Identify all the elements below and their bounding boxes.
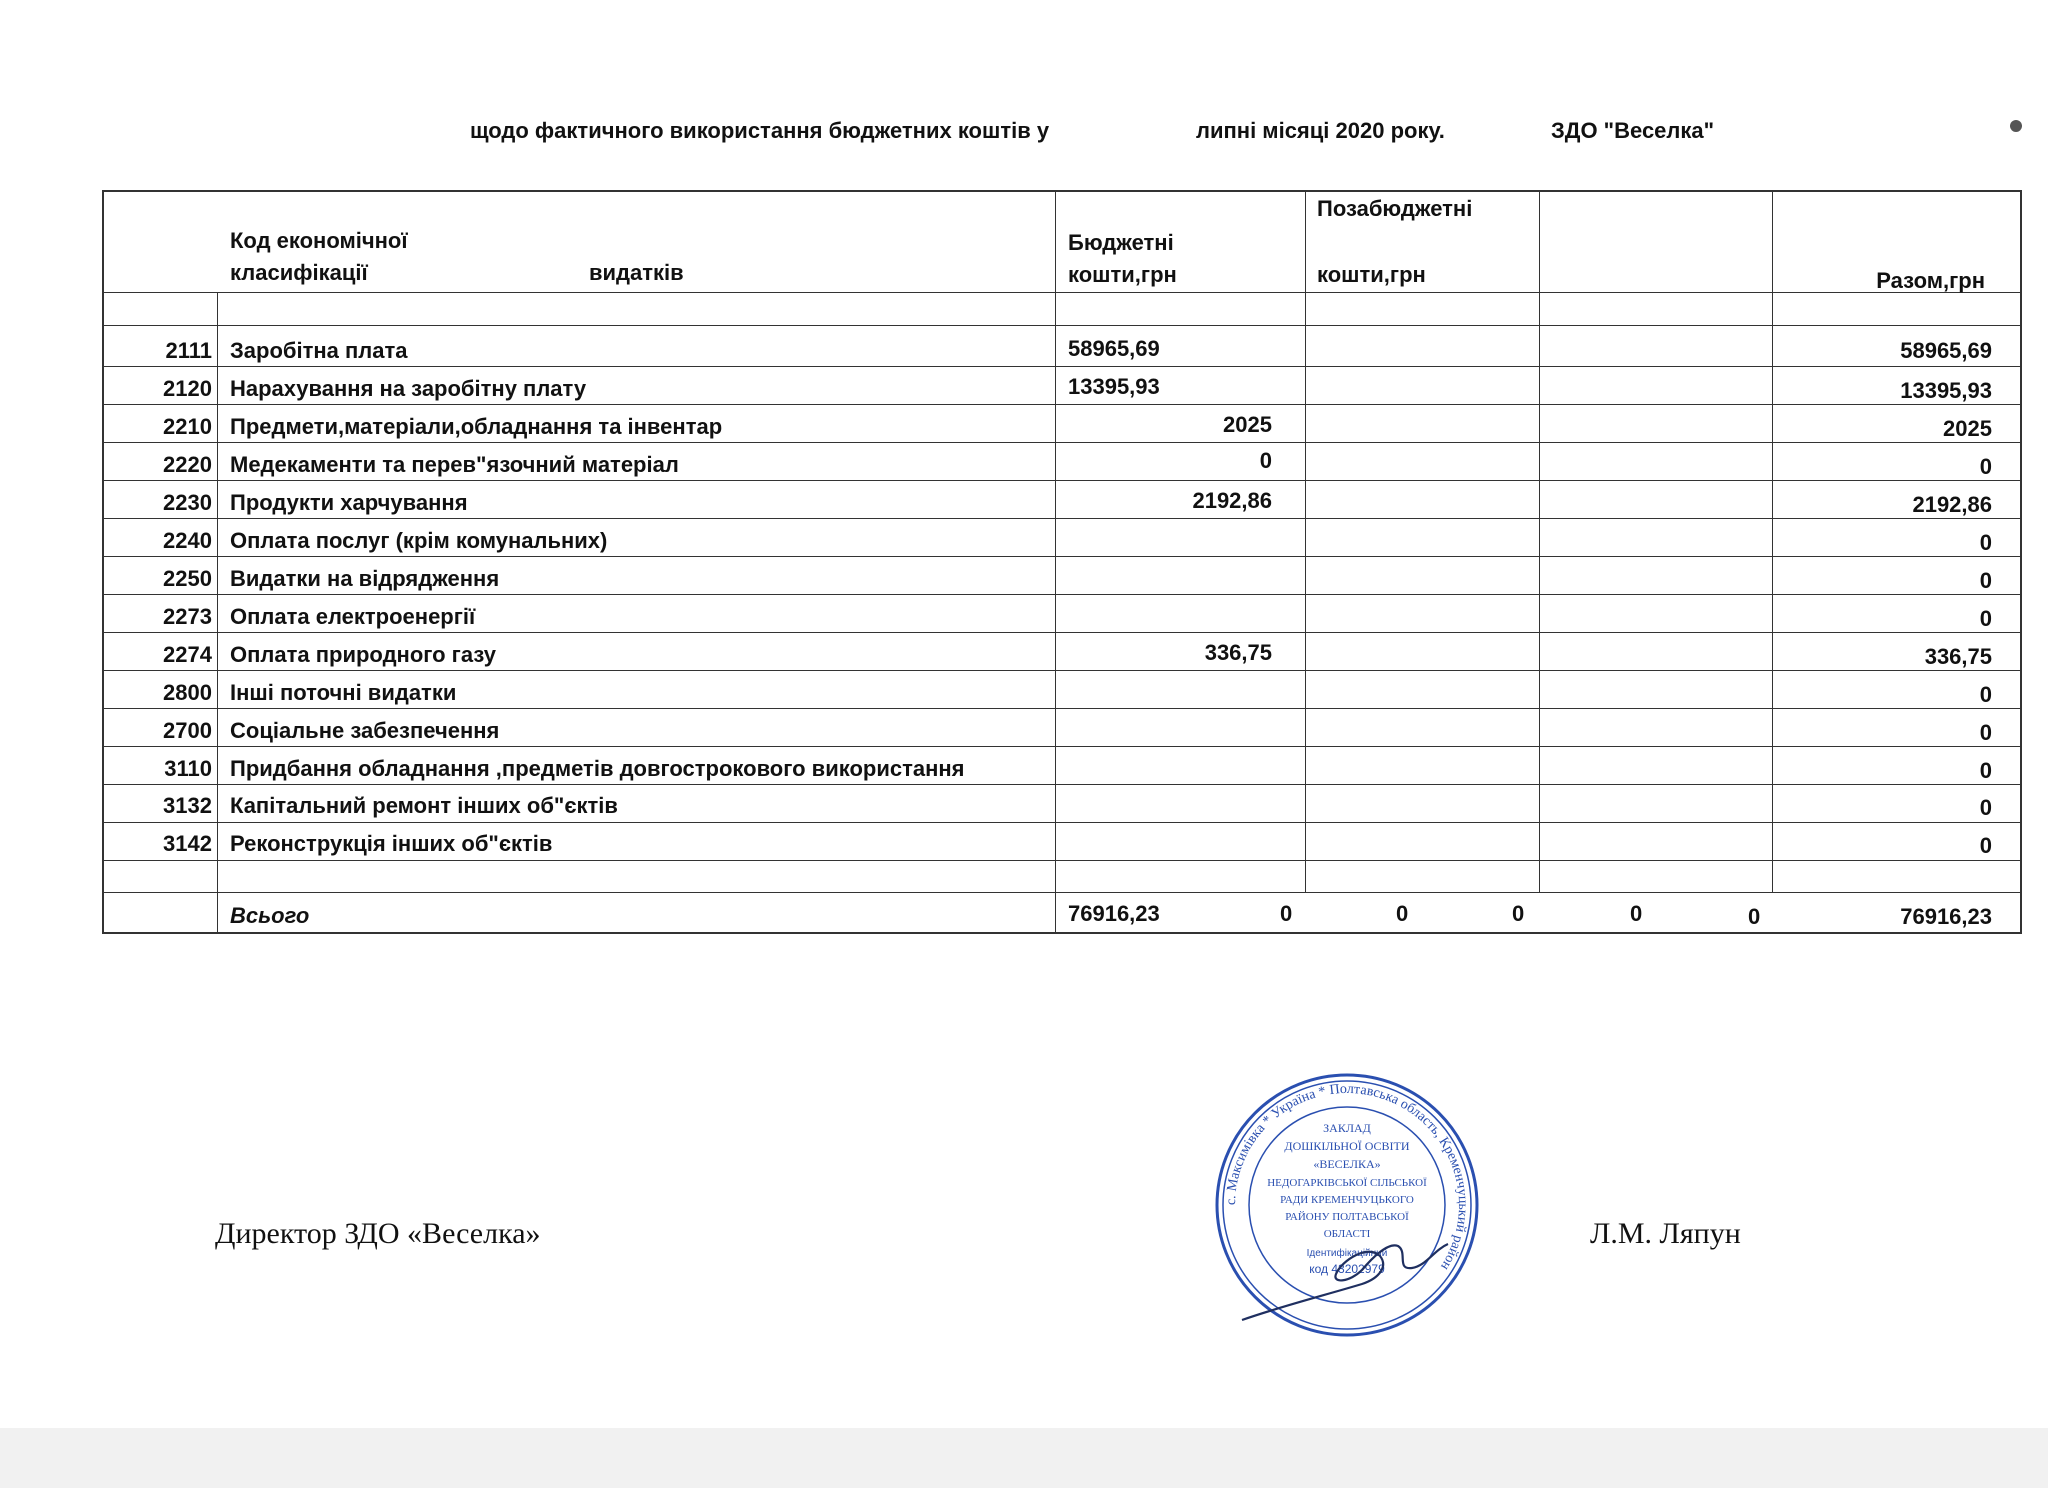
stamp-line: «ВЕСЕЛКА» bbox=[1313, 1157, 1381, 1171]
table-divider-code bbox=[217, 292, 218, 934]
row-total: 0 bbox=[1979, 454, 1992, 479]
table-line bbox=[102, 442, 2022, 443]
table-line bbox=[102, 556, 2022, 557]
official-stamp bbox=[1212, 1070, 1482, 1340]
row-name: Нарахування на заробітну плату bbox=[230, 376, 587, 401]
row-code: 2700 bbox=[163, 718, 212, 743]
header-code-line2b: видатків bbox=[589, 260, 684, 285]
stamp-line: РАЙОНУ ПОЛТАВСЬКОЇ bbox=[1285, 1211, 1409, 1223]
table-line bbox=[102, 746, 2022, 747]
table-divider-total bbox=[1772, 190, 1773, 892]
table-border-bottom bbox=[102, 932, 2022, 934]
row-code: 3142 bbox=[163, 831, 212, 856]
stamp-ring-text: с. Максимівка * Україна * Полтавська область, Кременчуцький район bbox=[1223, 1081, 1471, 1273]
row-name: Заробітна плата bbox=[230, 338, 408, 363]
row-code: 2230 bbox=[163, 490, 212, 515]
table-line bbox=[102, 366, 2022, 367]
signature-title: Директор ЗДО «Веселка» bbox=[215, 1217, 541, 1250]
table-line bbox=[102, 860, 2022, 861]
row-total: 0 bbox=[1979, 758, 1992, 783]
row-total: 336,75 bbox=[1924, 644, 1992, 669]
row-total: 0 bbox=[1979, 795, 1992, 820]
table-line bbox=[102, 480, 2022, 481]
row-name: Оплата природного газу bbox=[230, 642, 496, 667]
stamp-line: ОБЛАСТІ bbox=[1323, 1228, 1371, 1240]
row-name: Медекаменти та перев"язочний матеріал bbox=[230, 452, 679, 477]
row-code: 2120 bbox=[163, 376, 212, 401]
row-total: 0 bbox=[1979, 682, 1992, 707]
table-line bbox=[102, 892, 2022, 893]
row-name: Видатки на відрядження bbox=[230, 566, 500, 591]
totals-zero: 0 bbox=[1280, 901, 1293, 926]
row-code: 2220 bbox=[163, 452, 212, 477]
table-divider-extra bbox=[1539, 190, 1540, 892]
table-line bbox=[102, 594, 2022, 595]
table-header-bottom bbox=[102, 292, 2022, 293]
table-line bbox=[102, 518, 2022, 519]
stamp-line: ЗАКЛАД bbox=[1323, 1121, 1371, 1135]
table-line bbox=[102, 708, 2022, 709]
table-line bbox=[102, 404, 2022, 405]
totals-total: 76916,23 bbox=[1900, 904, 1992, 929]
row-total: 0 bbox=[1979, 568, 1992, 593]
row-budget: 58965,69 bbox=[1068, 336, 1160, 361]
header-extra-line2: кошти,грн bbox=[1317, 262, 1426, 287]
row-code: 3110 bbox=[164, 756, 212, 781]
row-total: 0 bbox=[1979, 530, 1992, 555]
table-border-top bbox=[102, 190, 2022, 192]
totals-zero: 0 bbox=[1748, 904, 1761, 929]
heading-institution: ЗДО "Веселка" bbox=[1551, 118, 1715, 143]
table-line bbox=[102, 325, 2022, 326]
row-code: 2274 bbox=[163, 642, 212, 667]
totals-zero: 0 bbox=[1396, 901, 1409, 926]
row-code: 3132 bbox=[163, 793, 212, 818]
totals-zero: 0 bbox=[1512, 901, 1525, 926]
stamp-line: ДОШКІЛЬНОЇ ОСВІТИ bbox=[1284, 1139, 1410, 1153]
table-line bbox=[102, 822, 2022, 823]
heading-purpose: щодо фактичного використання бюджетних коштів у bbox=[470, 118, 1050, 143]
header-extra-line1: Позабюджетні bbox=[1317, 196, 1473, 221]
row-code: 2111 bbox=[165, 338, 212, 363]
row-total: 58965,69 bbox=[1900, 338, 1992, 363]
row-total: 2025 bbox=[1943, 416, 1992, 441]
row-budget: 336,75 bbox=[1204, 640, 1272, 665]
stamp-line: Ідентифікаційний bbox=[1306, 1248, 1388, 1259]
row-code: 2250 bbox=[163, 566, 212, 591]
stamp-line: код 43202979 bbox=[1309, 1262, 1385, 1276]
row-name: Придбання обладнання ,предметів довгострокового використання bbox=[230, 756, 965, 781]
budget-report-table bbox=[102, 190, 2022, 934]
row-code: 2273 bbox=[163, 604, 212, 629]
header-code-line2a: класифікації bbox=[230, 260, 368, 285]
row-name: Капітальний ремонт інших об"єктів bbox=[230, 793, 618, 818]
header-budget-line2: кошти,грн bbox=[1068, 262, 1177, 287]
row-total: 2192,86 bbox=[1912, 492, 1992, 517]
row-budget: 2025 bbox=[1223, 412, 1272, 437]
stamp-line: НЕДОГАРКІВСЬКОЇ СІЛЬСЬКОЇ bbox=[1267, 1177, 1427, 1189]
row-name: Предмети,матеріали,обладнання та інвентар bbox=[230, 414, 723, 439]
row-total: 13395,93 bbox=[1900, 378, 1992, 403]
row-code: 2800 bbox=[163, 680, 212, 705]
scan-mark bbox=[2010, 120, 2022, 132]
scan-bottom-edge bbox=[0, 1428, 2048, 1488]
table-line bbox=[102, 784, 2022, 785]
totals-label: Всього bbox=[230, 903, 310, 928]
table-divider-budget bbox=[1305, 190, 1306, 892]
header-code-line1: Код економічної bbox=[230, 228, 408, 253]
totals-zero: 0 bbox=[1630, 901, 1643, 926]
row-name: Соціальне забезпечення bbox=[230, 718, 500, 743]
stamp-line: РАДИ КРЕМЕНЧУЦЬКОГО bbox=[1280, 1194, 1414, 1206]
row-name: Оплата послуг (крім комунальних) bbox=[230, 528, 608, 553]
header-total: Разом,грн bbox=[1876, 268, 1985, 293]
row-name: Продукти харчування bbox=[230, 490, 468, 515]
heading-month: липні місяці 2020 року. bbox=[1196, 118, 1445, 143]
table-line bbox=[102, 632, 2022, 633]
table-line bbox=[102, 670, 2022, 671]
signature-name: Л.М. Ляпун bbox=[1590, 1217, 1741, 1250]
header-budget-line1: Бюджетні bbox=[1068, 230, 1174, 255]
row-name: Реконструкція інших об"єктів bbox=[230, 831, 553, 856]
row-total: 0 bbox=[1979, 606, 1992, 631]
row-name: Оплата електроенергії bbox=[230, 604, 476, 629]
row-budget: 0 bbox=[1259, 448, 1272, 473]
row-code: 2210 bbox=[163, 414, 212, 439]
row-total: 0 bbox=[1979, 720, 1992, 745]
totals-budget: 76916,23 bbox=[1068, 901, 1160, 926]
row-budget: 13395,93 bbox=[1068, 374, 1160, 399]
row-total: 0 bbox=[1979, 833, 1992, 858]
row-budget: 2192,86 bbox=[1192, 488, 1272, 513]
row-code: 2240 bbox=[163, 528, 212, 553]
row-name: Інші поточні видатки bbox=[230, 680, 457, 705]
